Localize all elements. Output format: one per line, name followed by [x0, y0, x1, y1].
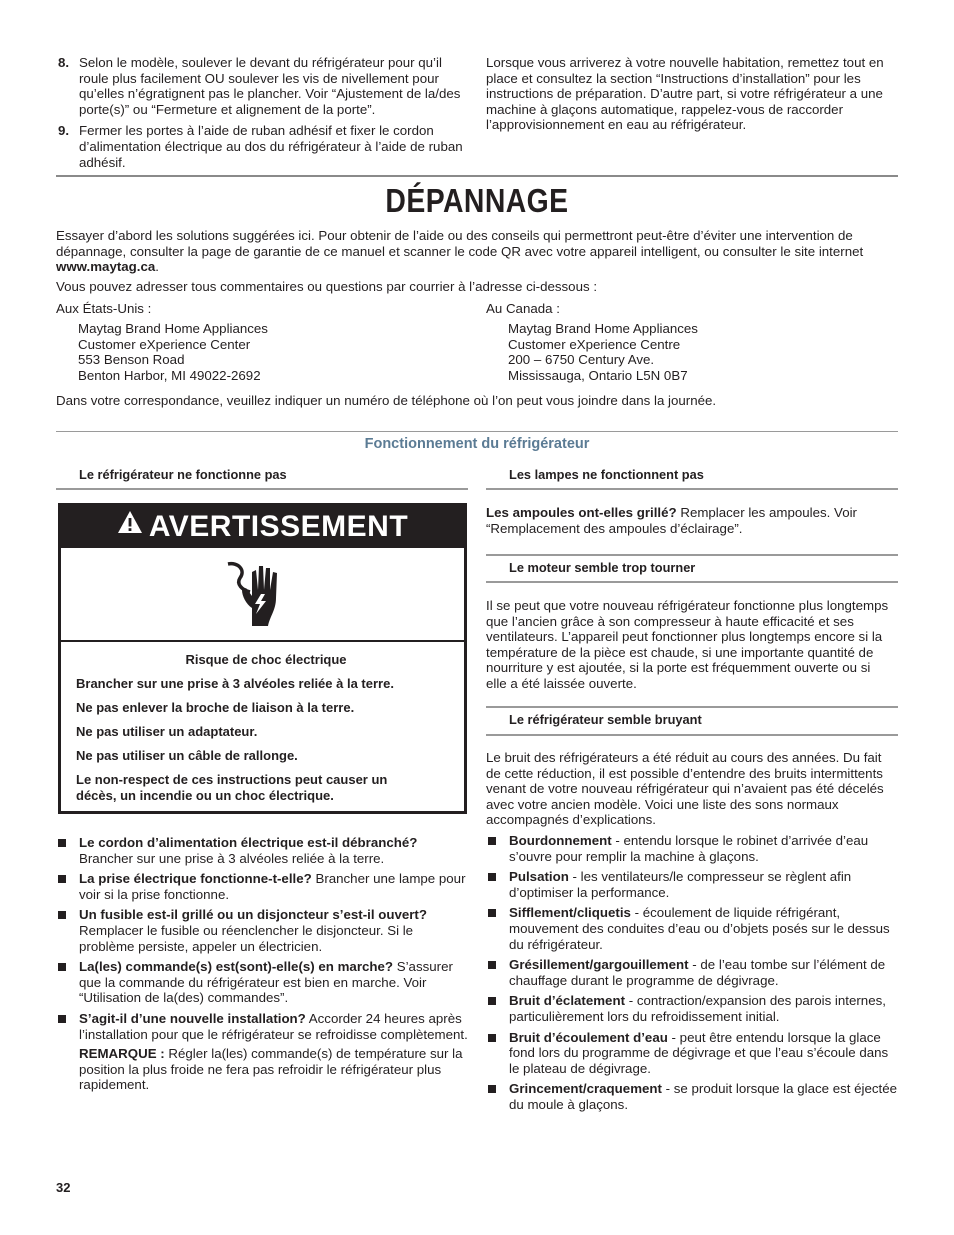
lamps-question: Les ampoules ont-elles grillé?: [486, 505, 677, 520]
intro-text: Essayer d’abord les solutions suggérées ici. Pour obtenir de l’aide ou des conseils qui permettront peut-être d’éviter une intervention de dépannage, consulter la page de garantie de ce manuel et scanner le code QR avec votre appareil intelligent, ou consulter le site internet: [56, 228, 864, 259]
remark-text: Régler la(les) commande(s) de température sur la position la plus froide ne fera pas refroidir le réfrigérateur plus rapidement.: [79, 1046, 463, 1093]
noise-name: Grincement/craquement: [509, 1081, 662, 1097]
ca-label: Au Canada :: [486, 301, 560, 316]
ca-address: [508, 321, 888, 383]
remark-label: REMARQUE :: [79, 1046, 165, 1062]
subhead-rule: [486, 488, 898, 490]
page-title: DÉPANNAGE: [385, 182, 569, 219]
list-item: [486, 1030, 898, 1077]
warning-box: [58, 503, 467, 814]
noise-name: Bruit d’écoulement d’eau: [509, 1029, 668, 1045]
item-answer: Brancher une lampe pour voir si la prise fonctionne.: [79, 871, 466, 902]
us-label: Aux États-Unis :: [56, 301, 152, 316]
noise-name: Bourdonnement: [509, 833, 612, 848]
item-answer: Accorder 24 heures après l’installation pour que le réfrigérateur se refroidisse complètement.: [79, 1010, 468, 1042]
item-answer: S’assurer que la commande du réfrigérateur est bien en marche. Voir “Utilisation de la(des) commandes”.: [79, 959, 453, 1006]
electric-shock-hand-icon: [224, 560, 288, 632]
intro-paragraph: [56, 228, 898, 275]
warning-header: [61, 506, 464, 548]
warning-line: Ne pas enlever la broche de liaison à la terre.: [76, 700, 355, 715]
page-number: 32: [56, 1180, 71, 1195]
item-question: Un fusible est-il grillé ou un disjoncteur s’est-il ouvert?: [79, 907, 427, 923]
motor-paragraph: Il se peut que votre nouveau réfrigérateur fonctionne plus longtemps que l’ancien grâce à son compresseur à haute efficacité et ses ventilateurs. L’appareil peut fonctionner plus longtemps encore si la température de la pièce est chaude, si une importante quantité de nourriture y est ajoutée, si la porte est fréquemment ouverte ou si elle a été laissée ouverte.: [486, 598, 889, 691]
address-line: 553 Benson Road: [78, 352, 185, 368]
list-item: [486, 993, 898, 1024]
list-item: [56, 959, 468, 1006]
noise-explanation: - entendu lorsque le robinet d’arrivée d’eau s’ouvre pour remplir la machine à glaçons.: [509, 833, 869, 864]
step-text: Selon le modèle, soulever le devant du réfrigérateur pour qu’il roule plus facilement OU soulever les vis de nivellement pour qu’elles n’égratignent pas le plancher. Voir “Ajustement de la/des porte(s)” ou “Fermeture et alignement de la porte”.: [79, 55, 461, 117]
noise-list: [486, 833, 898, 1118]
noise-explanation: - se produit lorsque la glace est éjectée du moule à glaçons.: [509, 1081, 898, 1112]
top-steps-list: [56, 55, 468, 176]
us-address: [78, 321, 458, 383]
warning-title: AVERTISSEMENT: [148, 510, 409, 543]
lamps-answer: Remplacer les ampoules. Voir “Remplacement des ampoules d’éclairage”.: [486, 505, 857, 536]
subhead-not-running: Le réfrigérateur ne fonctionne pas: [79, 467, 287, 482]
item-answer: Brancher sur une prise à 3 alvéoles reliée à la terre.: [79, 850, 385, 866]
noisy-paragraph: Le bruit des réfrigérateurs a été réduit au cours des années. Du fait de cette réduction, il est possible d’entendre des bruits intermittents venant de votre nouveau réfrigérateur qui n’avaient pas été décelés avec votre ancien modèle. Voici une liste des sons normaux accompagnés d’explications.: [486, 750, 884, 828]
lamps-paragraph: [486, 505, 898, 536]
top-divider: [56, 175, 898, 177]
noise-name: Pulsation: [509, 869, 569, 885]
step-number: 9.: [58, 123, 70, 139]
list-item: [486, 1081, 898, 1112]
contact-paragraph: Vous pouvez adresser tous commentaires ou questions par courrier à l’adresse ci-dessous :: [56, 279, 598, 294]
warning-risk: Risque de choc électrique: [185, 652, 347, 667]
subhead-rule-top: [486, 554, 898, 556]
item-question: La(les) commande(s) est(sont)-elle(s) en marche?: [79, 959, 394, 975]
noise-explanation: - peut être entendu lorsque la glace fond lors du programme de dégivrage et que l’eau s’écoule dans le plateau de dégivrage.: [509, 1029, 889, 1076]
intro-end: .: [155, 259, 159, 275]
warning-text: [76, 652, 456, 812]
noise-explanation: - les ventilateurs/le compresseur se règlent afin d’optimiser la performance.: [509, 869, 852, 900]
step-text: Fermer les portes à l’aide de ruban adhésif et fixer le cordon d’alimentation électrique au dos du réfrigérateur à l’aide de ruban adhésif.: [79, 123, 463, 170]
address-line: Benton Harbor, MI 49022-2692: [78, 367, 261, 383]
address-line: 200 – 6750 Century Ave.: [508, 352, 655, 368]
warning-line: Ne pas utiliser un adaptateur.: [76, 724, 258, 739]
warning-line: Le non-respect de ces instructions peut causer un décès, un incendie ou un choc électrique.: [76, 772, 388, 803]
step-item: [56, 55, 468, 117]
step-item: [56, 123, 468, 170]
list-item: [56, 907, 468, 954]
list-item: [56, 835, 468, 866]
address-line: Customer eXperience Center: [78, 336, 251, 352]
step-number: 8.: [58, 55, 70, 70]
address-line: Maytag Brand Home Appliances: [78, 321, 268, 336]
list-item: [486, 905, 898, 952]
subhead-noisy: Le réfrigérateur semble bruyant: [509, 712, 702, 727]
list-item: [486, 957, 898, 988]
list-item: [486, 833, 898, 864]
remark: [79, 1046, 468, 1093]
item-question: La prise électrique fonctionne-t-elle?: [79, 871, 312, 887]
subhead-rule: [56, 488, 468, 490]
warning-line: Brancher sur une prise à 3 alvéoles reliée à la terre.: [76, 676, 394, 691]
noise-name: Grésillement/gargouillement: [509, 957, 689, 973]
list-item: [56, 871, 468, 902]
warning-triangle-icon: [117, 504, 143, 546]
subhead-motor: Le moteur semble trop tourner: [509, 560, 696, 575]
item-question: S’agit-il d’une nouvelle installation?: [79, 1010, 306, 1026]
subhead-rule-top: [486, 706, 898, 708]
address-line: Mississauga, Ontario L5N 0B7: [508, 367, 688, 383]
list-item: [56, 1011, 468, 1093]
warning-line: Ne pas utiliser un câble de rallonge.: [76, 748, 298, 763]
website-link[interactable]: www.maytag.ca: [56, 259, 156, 275]
noise-name: Sifflement/cliquetis: [509, 905, 631, 921]
correspondence-note: Dans votre correspondance, veuillez indiquer un numéro de téléphone où l’on peut vous joindre dans la journée.: [56, 393, 717, 408]
subhead-rule: [486, 581, 898, 583]
section-divider: [56, 431, 898, 432]
list-item: [486, 869, 898, 900]
address-line: Maytag Brand Home Appliances: [508, 321, 698, 336]
not-running-checklist: [56, 835, 468, 1098]
subhead-rule: [486, 734, 898, 736]
noise-explanation: - écoulement de liquide réfrigérant, mouvement des conduites d’eau ou d’objets posés sur le dessus du réfrigérateur.: [509, 905, 890, 952]
moving-paragraph: Lorsque vous arriverez à votre nouvelle habitation, remettez tout en place et consultez la section “Instructions d’installation” pour les instructions de préparation. D’autre part, si votre réfrigérateur a une machine à glaçons automatique, rappelez-vous de raccorder l’approvisionnement en eau au réfrigérateur.: [486, 55, 884, 133]
item-answer: Remplacer le fusible ou réenclencher le disjoncteur. Si le problème persiste, appeler un électricien.: [79, 922, 414, 954]
noise-name: Bruit d’éclatement: [509, 993, 626, 1009]
subhead-lamps: Les lampes ne fonctionnent pas: [509, 467, 704, 482]
address-line: Customer eXperience Centre: [508, 336, 681, 352]
warning-icon-area: [61, 548, 464, 642]
noise-explanation: - de l’eau tombe sur l’élément de chauffage durant le programme de dégivrage.: [509, 957, 886, 988]
noise-explanation: - contraction/expansion des parois internes, particulièrement lors du refroidissement initial.: [509, 993, 886, 1024]
section-title: Fonctionnement du réfrigérateur: [364, 436, 590, 452]
item-question: Le cordon d’alimentation électrique est-il débranché?: [79, 835, 418, 850]
